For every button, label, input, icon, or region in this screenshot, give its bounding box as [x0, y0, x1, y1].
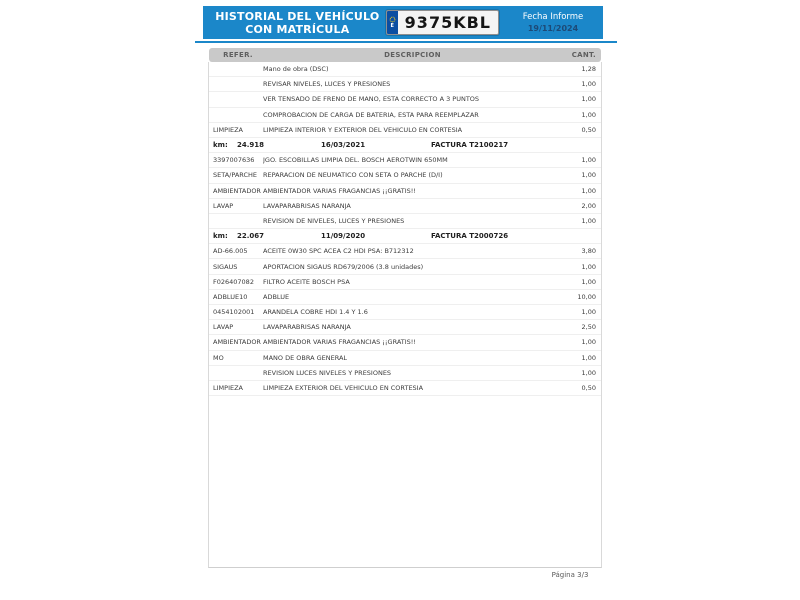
section-header-row [209, 138, 601, 153]
section-invoice: FACTURA T2100217 [431, 141, 509, 150]
row-quantity: 0,50 [581, 384, 596, 393]
row-description: FILTRO ACEITE BOSCH PSA [263, 277, 350, 286]
row-description: VER TENSADO DE FRENO DE MANO, ESTA CORRECTO A 3 PUNTOS [263, 95, 480, 104]
eu-country-letter: E [390, 23, 394, 29]
column-descripcion: DESCRIPCION [384, 51, 441, 59]
row-description: ARANDELA COBRE HDI 1.4 Y 1.6 [263, 308, 368, 317]
row-description: LAVAPARABRISAS NARANJA [263, 323, 351, 332]
row-description: ACEITE 0W30 SPC ACEA C2 HDI PSA: B712312 [263, 247, 414, 256]
row-description: COMPROBACION DE CARGA DE BATERIA, ESTA PARA REEMPLAZAR [263, 110, 479, 119]
table-row [209, 366, 601, 381]
eu-band [387, 11, 398, 34]
row-description: REVISION DE NIVELES, LUCES Y PRESIONES [263, 216, 405, 225]
table-row [209, 290, 601, 305]
row-refer: LAVAP [213, 323, 234, 332]
table-row [209, 108, 601, 123]
table-row [209, 168, 601, 183]
row-quantity: 0,50 [581, 125, 596, 134]
page-title: HISTORIAL DEL VEHÍCULO CON MATRÍCULA [215, 9, 380, 36]
eu-stars-icon [389, 16, 396, 23]
table-row [209, 305, 601, 320]
row-refer: SETA/PARCHE [213, 171, 258, 180]
header-underline [195, 41, 617, 43]
row-description: REVISAR NIVELES, LUCES Y PRESIONES [263, 80, 391, 89]
row-refer: ADBLUE10 [213, 292, 248, 301]
row-quantity: 1,00 [581, 262, 596, 271]
row-description: LIMPIEZA INTERIOR Y EXTERIOR DEL VEHICULO EN CORTESIA [263, 125, 463, 134]
table-row [209, 275, 601, 290]
row-description: APORTACION SIGAUS RD679/2006 (3.8 unidades) [263, 262, 424, 271]
row-description: JGO. ESCOBILLAS LIMPIA DEL. BOSCH AEROTWIN 650MM [263, 156, 448, 165]
table-row [209, 259, 601, 274]
section-invoice: FACTURA T2000726 [431, 232, 509, 241]
report-date-block [507, 12, 603, 34]
license-plate [386, 10, 499, 35]
page-number: Página 3/3 [551, 571, 589, 579]
section-date: 11/09/2020 [321, 232, 366, 241]
report-header [203, 6, 603, 39]
table-row [209, 214, 601, 229]
row-refer: LIMPIEZA [213, 125, 243, 134]
section-date: 16/03/2021 [321, 141, 366, 150]
row-description: ADBLUE [263, 292, 290, 301]
table-column-header [209, 48, 601, 62]
row-refer: LIMPIEZA [213, 384, 243, 393]
row-refer: AMBIENTADOR [213, 338, 261, 347]
row-refer: 3397007636 [213, 156, 255, 165]
row-quantity: 2,00 [581, 201, 596, 210]
table-row [209, 92, 601, 107]
table-row [209, 153, 601, 168]
row-description: AMBIENTADOR VARIAS FRAGANCIAS ¡¡GRATIS!! [263, 186, 416, 195]
row-refer: F026407082 [213, 277, 254, 286]
km-value: 22.067 [237, 232, 265, 241]
km-label: km: [213, 232, 228, 241]
row-refer: LAVAP [213, 201, 234, 210]
row-quantity: 1,00 [581, 353, 596, 362]
report-date-value: 19/11/2024 [527, 23, 579, 33]
row-description: Mano de obra (DSC) [263, 65, 329, 74]
row-refer: 0454102001 [213, 308, 255, 317]
table-row [209, 123, 601, 138]
row-refer: AD-66.005 [213, 247, 248, 256]
row-quantity: 2,50 [581, 323, 596, 332]
plate-number: 9375KBL [404, 13, 491, 32]
table-row [209, 335, 601, 350]
row-quantity: 1,00 [581, 216, 596, 225]
row-quantity: 10,00 [577, 292, 596, 301]
report-date-label: Fecha Informe [522, 11, 584, 22]
row-refer: SIGAUS [213, 262, 238, 271]
row-quantity: 1,00 [581, 186, 596, 195]
row-quantity: 1,00 [581, 110, 596, 119]
section-header-row [209, 229, 601, 244]
row-quantity: 1,00 [581, 171, 596, 180]
row-description: AMBIENTADOR VARIAS FRAGANCIAS ¡¡GRATIS!! [263, 338, 416, 347]
row-quantity: 1,00 [581, 95, 596, 104]
table-row [209, 351, 601, 366]
row-quantity: 3,80 [581, 247, 596, 256]
row-description: LAVAPARABRISAS NARANJA [263, 201, 351, 210]
column-refer: REFER. [223, 51, 253, 59]
row-quantity: 1,00 [581, 156, 596, 165]
row-description: MANO DE OBRA GENERAL [263, 353, 348, 362]
row-refer: AMBIENTADOR [213, 186, 261, 195]
table-row [209, 62, 601, 77]
row-quantity: 1,28 [581, 65, 596, 74]
row-quantity: 1,00 [581, 338, 596, 347]
table-body [208, 62, 602, 568]
column-cant: CANT. [571, 51, 596, 59]
table-row [209, 77, 601, 92]
row-quantity: 1,00 [581, 368, 596, 377]
km-value: 24.918 [237, 141, 265, 150]
row-description: LIMPIEZA EXTERIOR DEL VEHICULO EN CORTESIA [263, 384, 424, 393]
table-row [209, 320, 601, 335]
row-description: REPARACION DE NEUMATICO CON SETA O PARCHE (D/I) [263, 171, 443, 180]
row-refer: MO [213, 353, 224, 362]
km-label: km: [213, 141, 228, 150]
row-quantity: 1,00 [581, 277, 596, 286]
row-quantity: 1,00 [581, 308, 596, 317]
table-row [209, 199, 601, 214]
row-description: REVISION LUCES NIVELES Y PRESIONES [263, 368, 392, 377]
table-row [209, 244, 601, 259]
row-quantity: 1,00 [581, 80, 596, 89]
table-row [209, 381, 601, 396]
table-row [209, 184, 601, 199]
